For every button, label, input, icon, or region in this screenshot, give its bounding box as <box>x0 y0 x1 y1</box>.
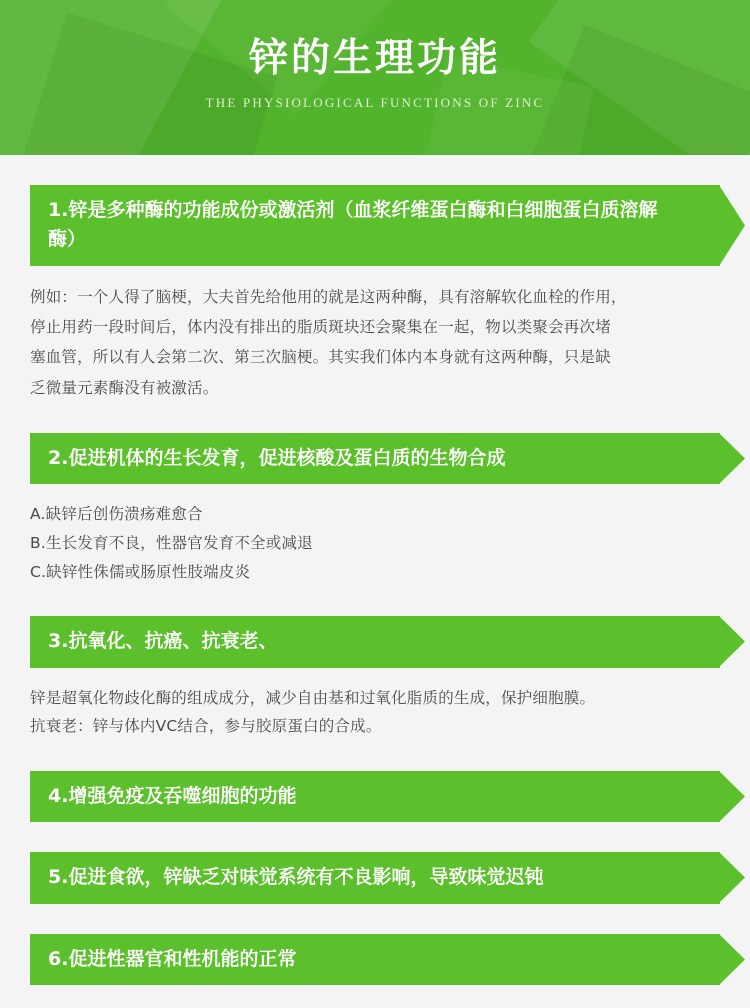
header-banner <box>0 0 750 155</box>
arrow-tip-icon <box>719 771 745 822</box>
body-line: B.生长发育不良，性器官发育不全或减退 <box>30 533 313 552</box>
section-heading-2: 2.促进机体的生长发育，促进核酸及蛋白质的生物合成 <box>30 433 720 484</box>
body-line: 抗衰老：锌与体内VC结合，参与胶原蛋白的合成。 <box>30 717 382 736</box>
section-heading-1: 1.锌是多种酶的功能成份或激活剂（血浆纤维蛋白酶和白细胞蛋白质溶解酶） <box>30 185 720 266</box>
section-heading-3: 3.抗氧化、抗癌、抗衰老、 <box>30 616 720 667</box>
arrow-tip-icon <box>719 185 745 266</box>
section-body-1 <box>30 282 720 403</box>
arrow-tip-icon <box>719 433 745 484</box>
body-line: 乏微量元素酶没有被激活。 <box>30 378 219 397</box>
body-line: A.缺锌后创伤溃疡难愈合 <box>30 505 203 524</box>
body-line: 塞血管，所以有人会第二次、第三次脑梗。其实我们体内本身就有这两种酶，只是缺 <box>30 348 611 367</box>
body-line: 例如：一个人得了脑梗，大夫首先给他用的就是这两种酶，具有溶解软化血栓的作用， <box>30 287 627 306</box>
body-line: 锌是超氧化物歧化酶的组成成分，减少自由基和过氧化脂质的生成，保护细胞膜。 <box>30 688 596 707</box>
banner-text-group <box>0 0 750 111</box>
section-body-2 <box>30 500 720 586</box>
arrow-tip-icon <box>719 852 745 903</box>
arrow-tip-icon <box>719 934 745 985</box>
section-heading-4: 4.增强免疫及吞噬细胞的功能 <box>30 771 720 822</box>
body-line: C.缺锌性侏儒或肠原性肢端皮炎 <box>30 562 251 581</box>
body-line: 停止用药一段时间后，体内没有排出的脂质斑块还会聚集在一起，物以类聚会再次堵 <box>30 318 611 337</box>
page-subtitle: THE PHYSIOLOGICAL FUNCTIONS OF ZINC <box>205 94 545 110</box>
content-area <box>0 185 750 985</box>
arrow-tip-icon <box>719 616 745 667</box>
section-heading-6: 6.促进性器官和性机能的正常 <box>30 934 720 985</box>
section-heading-5: 5.促进食欲，锌缺乏对味觉系统有不良影响，导致味觉迟钝 <box>30 852 720 903</box>
page-title: 锌的生理功能 <box>248 36 501 81</box>
section-body-3 <box>30 684 720 741</box>
